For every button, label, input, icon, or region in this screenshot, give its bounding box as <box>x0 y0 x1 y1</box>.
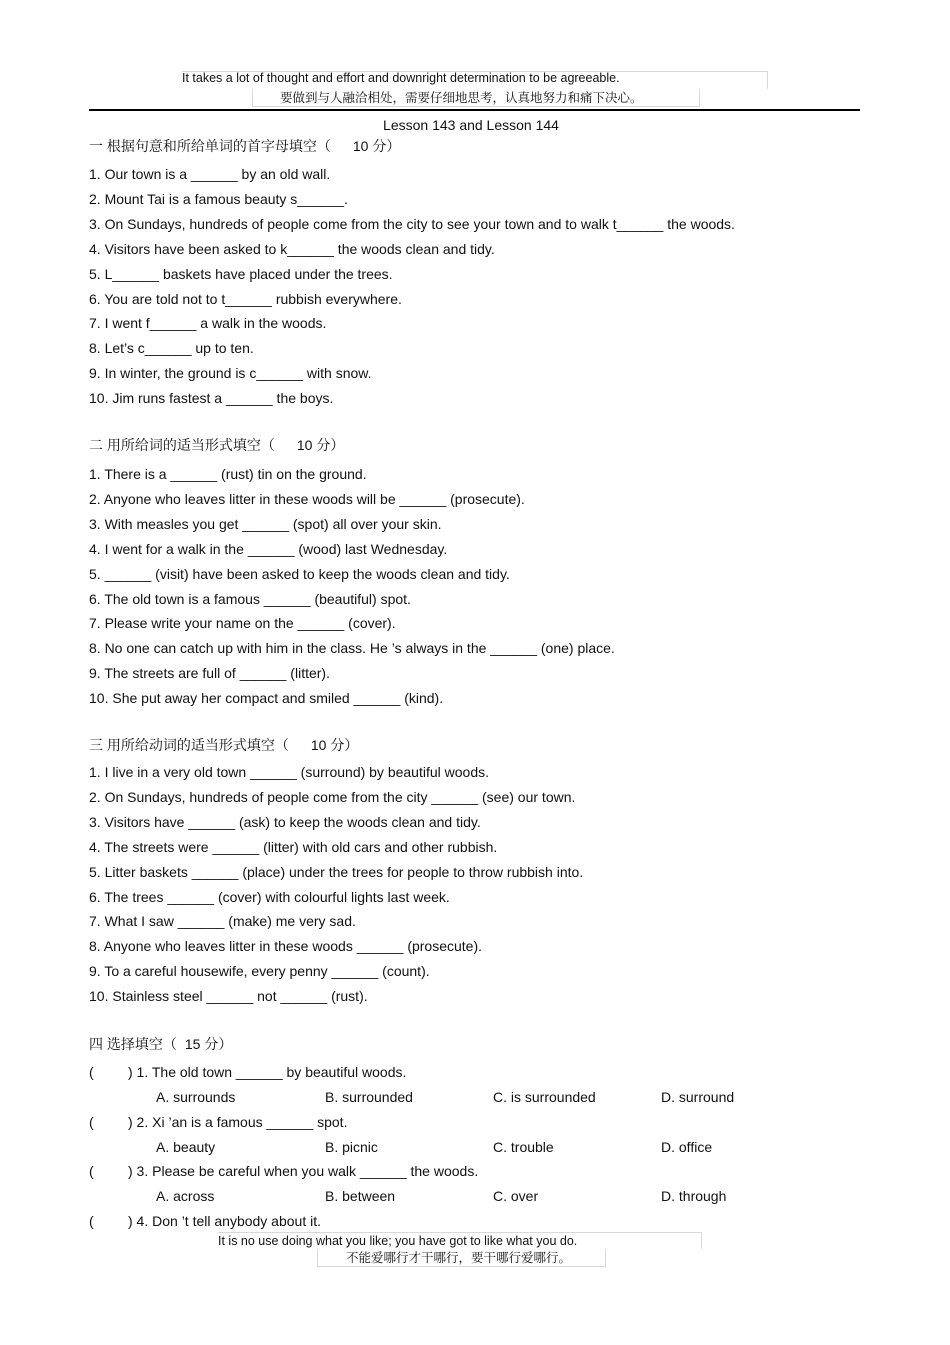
section-2-points: 10 分） <box>296 437 345 453</box>
question-item: 8. No one can catch up with him in the class. He ’s always in the ______ (one) place. <box>89 640 615 657</box>
header-quote-en: It takes a lot of thought and effort and downright determination to be agreeable. <box>182 71 620 85</box>
question-item: 5. Litter baskets ______ (place) under the trees for people to throw rubbish into. <box>89 863 584 880</box>
question-item: 4. I went for a walk in the ______ (wood) last Wednesday. <box>89 540 448 557</box>
question-item: 10. She put away her compact and smiled ______ (kind). <box>89 690 444 707</box>
mcq-option: B. surrounded <box>325 1089 413 1105</box>
question-item: 3. On Sundays, hundreds of people come from the city to see your town and to walk t______ the woods. <box>89 215 735 232</box>
question-item: 7. Please write your name on the ______ (cover). <box>89 615 396 632</box>
header-quote-zh: 要做到与人融洽相处，需要仔细地思考，认真地努力和痛下决心。 <box>280 91 643 105</box>
section-4-heading <box>89 1035 232 1053</box>
question-item: 8. Anyone who leaves litter in these woods ______ (prosecute). <box>89 938 483 955</box>
question-item: 2. On Sundays, hundreds of people come from the city ______ (see) our town. <box>89 788 576 805</box>
section-1-heading-text: 一 根据句意和所给单词的首字母填空（ <box>89 138 331 154</box>
question-item: 7. I went f______ a walk in the woods. <box>89 315 327 332</box>
section-1-heading <box>89 137 400 155</box>
answer-paren: ( <box>89 1163 94 1179</box>
mcq-question: ) 2. Xi ’an is a famous ______ spot. <box>128 1113 348 1130</box>
question-item: 9. To a careful housewife, every penny ______ (count). <box>89 963 430 980</box>
question-item: 6. The trees ______ (cover) with colourful lights last week. <box>89 888 450 905</box>
section-3-points: 10 分） <box>310 737 359 753</box>
mcq-option: A. beauty <box>156 1138 216 1155</box>
mcq-option: B. between <box>325 1188 396 1204</box>
question-item: 9. In winter, the ground is c______ with snow. <box>89 365 372 382</box>
question-item: 5. L______ baskets have placed under the trees. <box>89 265 393 282</box>
section-3-heading-text: 三 用所给动词的适当形式填空（ <box>89 737 289 753</box>
mcq-question: ) 1. The old town ______ by beautiful woods. <box>128 1064 407 1080</box>
footer-quote-en: It is no use doing what you like; you have got to like what you do. <box>218 1234 578 1248</box>
section-4-points: 15 分） <box>184 1036 233 1052</box>
question-item: 9. The streets are full of ______ (litter). <box>89 665 330 682</box>
mcq-option: A. surrounds <box>156 1089 236 1105</box>
section-3-heading <box>89 736 358 754</box>
answer-paren: ( <box>89 1212 94 1229</box>
question-item: 10. Jim runs fastest a ______ the boys. <box>89 390 334 407</box>
question-item: 4. Visitors have been asked to k______ the woods clean and tidy. <box>89 240 495 257</box>
section-4-heading-text: 四 选择填空（ <box>89 1036 177 1052</box>
question-item: 1. Our town is a ______ by an old wall. <box>89 166 331 182</box>
question-item: 7. What I saw ______ (make) me very sad. <box>89 913 356 930</box>
question-item: 2. Anyone who leaves litter in these woods will be ______ (prosecute). <box>89 490 525 507</box>
footer-quote-zh: 不能爱哪行才干哪行，要干哪行爱哪行。 <box>346 1251 572 1265</box>
mcq-option: D. office <box>661 1138 713 1155</box>
question-item: 3. With measles you get ______ (spot) all over your skin. <box>89 515 442 532</box>
mcq-option: C. is surrounded <box>493 1089 596 1105</box>
mcq-option: D. through <box>661 1188 727 1204</box>
mcq-question: ) 4. Don ’t tell anybody about it. <box>128 1212 321 1229</box>
mcq-option: C. over <box>493 1188 539 1204</box>
answer-paren: ( <box>89 1113 94 1130</box>
section-2-heading <box>89 436 344 454</box>
question-item: 3. Visitors have ______ (ask) to keep the woods clean and tidy. <box>89 813 481 830</box>
question-item: 8. Let’s c______ up to ten. <box>89 340 254 357</box>
page-title: Lesson 143 and Lesson 144 <box>383 117 559 133</box>
mcq-option: A. across <box>156 1188 215 1204</box>
question-item: 6. The old town is a famous ______ (beautiful) spot. <box>89 590 411 607</box>
mcq-question: ) 3. Please be careful when you walk ______ the woods. <box>128 1163 479 1179</box>
question-item: 2. Mount Tai is a famous beauty s______. <box>89 190 348 207</box>
header-rule <box>89 109 860 111</box>
mcq-option: D. surround <box>661 1089 735 1105</box>
question-item: 1. I live in a very old town ______ (surround) by beautiful woods. <box>89 764 490 780</box>
question-item: 5. ______ (visit) have been asked to keep the woods clean and tidy. <box>89 565 510 582</box>
answer-paren: ( <box>89 1064 94 1080</box>
question-item: 1. There is a ______ (rust) tin on the ground. <box>89 466 367 482</box>
question-item: 10. Stainless steel ______ not ______ (rust). <box>89 988 368 1005</box>
mcq-option: C. trouble <box>493 1138 554 1155</box>
question-item: 4. The streets were ______ (litter) with old cars and other rubbish. <box>89 838 498 855</box>
question-item: 6. You are told not to t______ rubbish everywhere. <box>89 290 402 307</box>
section-2-heading-text: 二 用所给词的适当形式填空（ <box>89 437 275 453</box>
section-1-points: 10 分） <box>352 138 401 154</box>
mcq-option: B. picnic <box>325 1138 378 1155</box>
